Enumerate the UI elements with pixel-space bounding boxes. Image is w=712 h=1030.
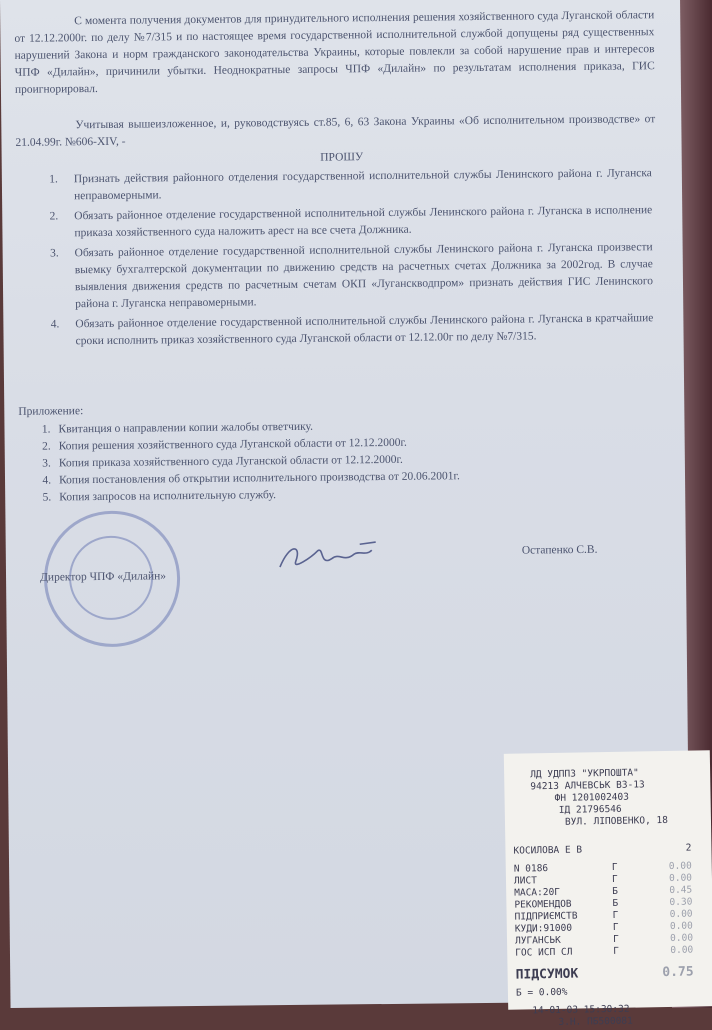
row-code: Г [613, 945, 620, 957]
intro-paragraph: С момента получения документов для принудительного исполнения решения хозяйственного суда Луганской области от 12.12.2000г. по делу №7/315 и по настоящее время государственной исполнительной службой допущены ряд существенных нарушений Закона и норм гражданского законодательства Украины, которые повлекли за собой нарушение прав и интересов ЧПФ «Дилайн», причинили убытки. Неоднократные запросы ЧПФ «Дилайн» по результатам исполнения приказа, ГИС проигнорировал. [14, 9, 655, 96]
row-code: Г [612, 909, 619, 921]
list-item [32, 202, 652, 242]
list-item-number: 3. [42, 457, 51, 470]
list-item [33, 239, 654, 313]
list-item-number: 4. [50, 318, 60, 331]
receipt-header-line: 94213 АЛЧЕВСЬК ВЗ-13 [530, 779, 645, 793]
row-value: 0.00 [668, 872, 693, 884]
list-item-number: 1. [41, 423, 51, 436]
list-item-text: Копия постановления об открытии исполнительного производства от 20.06.2001г. [58, 470, 460, 487]
recipient-name: КОСИЛОВА Е В [513, 844, 583, 857]
list-item-text: Копия решения хозяйственного суда Луганской области от 12.12.2000г. [58, 436, 407, 453]
receipt-header-line: ВУЛ. ЛІПОВЕНКО, 18 [564, 814, 669, 828]
list-item-number: 2. [41, 440, 51, 453]
row-label: ЛИСТ [513, 875, 537, 887]
list-item-number: 1. [49, 173, 58, 186]
receipt-body [505, 842, 712, 1030]
row-value: 0.45 [669, 884, 693, 896]
request-list [32, 165, 654, 353]
row-code: Г [611, 861, 618, 873]
row-code: Б [612, 897, 619, 909]
attachments-list [34, 415, 655, 506]
row-value: 0.00 [669, 920, 693, 932]
list-item-text: Копия приказа хозяйственного суда Луганской области от 12.12.2000г. [58, 453, 403, 470]
postal-receipt [504, 750, 712, 1028]
row-label: ПІДПРИЄМСТВ [514, 910, 578, 923]
list-item-text: Обязать районное отделение государственной исполнительной службы Ленинского района г. Луганска произвести выемку бухгалтерской документации по движению средств на расчетных счетах Должника за 2002год. В случае выявления движения средств по расчетным счетам ОКП «Луганскводпром» признать действия ГИС Ленинского района г. Луганска неправомерными. [74, 241, 654, 311]
row-code: Б [612, 885, 619, 897]
receipt-header-line: ЛД УДППЗ "УКРПОШТА" [530, 767, 639, 781]
receipt-header-line: ІД 21796546 [558, 803, 622, 816]
director-title: Директор ЧПФ «Дилайн» [39, 570, 167, 584]
row-value: 0.30 [669, 896, 693, 908]
list-item [33, 310, 653, 350]
row-label: ЛУГАНСЬК [514, 934, 561, 947]
row-label: КУДИ:91000 [514, 922, 573, 935]
row-label: ГОС ИСП СЛ [515, 946, 573, 959]
list-item-text: Признать действия районного отделения государственной исполнительной службы Ленинского района г. Луганска неправомерными. [73, 167, 652, 203]
row-code: Г [611, 873, 618, 885]
list-item-number: 5. [42, 491, 52, 504]
row-value: 0.00 [670, 932, 694, 944]
row-value: 0.00 [670, 944, 694, 956]
list-item-number: 4. [42, 474, 52, 487]
row-label: МАСА:20Г [514, 886, 561, 899]
receipt-header-line: ФН 1201002403 [554, 791, 630, 804]
row-code: Г [612, 933, 619, 945]
row-value: 0.00 [669, 908, 693, 920]
list-item [32, 165, 652, 205]
list-item-text: Обязать районное отделение государственной исполнительной службы Ленинского района г. Луганска в исполнение приказа хозяйственного суда наложить арест на все счета Должника. [74, 204, 653, 240]
receipt-header [530, 767, 668, 829]
request-heading: ПРОШУ [320, 151, 364, 164]
footer-line: З.Н. ПБ500081 [558, 1015, 633, 1028]
row-label: N 0186 [513, 863, 549, 875]
row-code: Г [612, 921, 619, 933]
list-item-text: Обязать районное отделение государственной исполнительной службы Ленинского района г. Луганска в кратчайшие сроки исполнить приказ хозяйственного суда Луганской области от 12.12.00г по делу №7/315. [75, 312, 654, 348]
handwritten-signature [276, 536, 386, 577]
list-item-text: Квитанция о направлении копии жалобы ответчику. [58, 420, 314, 436]
row-value: 0.00 [668, 860, 692, 872]
row-label: РЕКОМЕНДОВ [514, 898, 572, 911]
list-item-number: 3. [49, 247, 59, 260]
recipient-code: 2 [685, 842, 692, 854]
datetime-line: 14-01-03 15:30:32 [532, 1003, 630, 1017]
total-value: 0.75 [662, 964, 694, 981]
basis-paragraph: Учитывая вышеизложенное, и, руководствуясь ст.85, 6, 63 Закона Украины «Об исполнительном производстве» от 21.04.99г. №606-XIV, - [15, 113, 656, 149]
list-item-text: Копия запросов на исполнительную службу. [59, 489, 276, 504]
receipt-footer [508, 1014, 712, 1030]
attachments-heading: Приложение: [18, 405, 84, 418]
vat-line: Б = 0.00% [515, 986, 568, 999]
list-item-number: 2. [49, 210, 59, 223]
director-name: Остапенко С.В. [521, 543, 598, 557]
total-label: ПІДСУМОК [515, 966, 579, 983]
